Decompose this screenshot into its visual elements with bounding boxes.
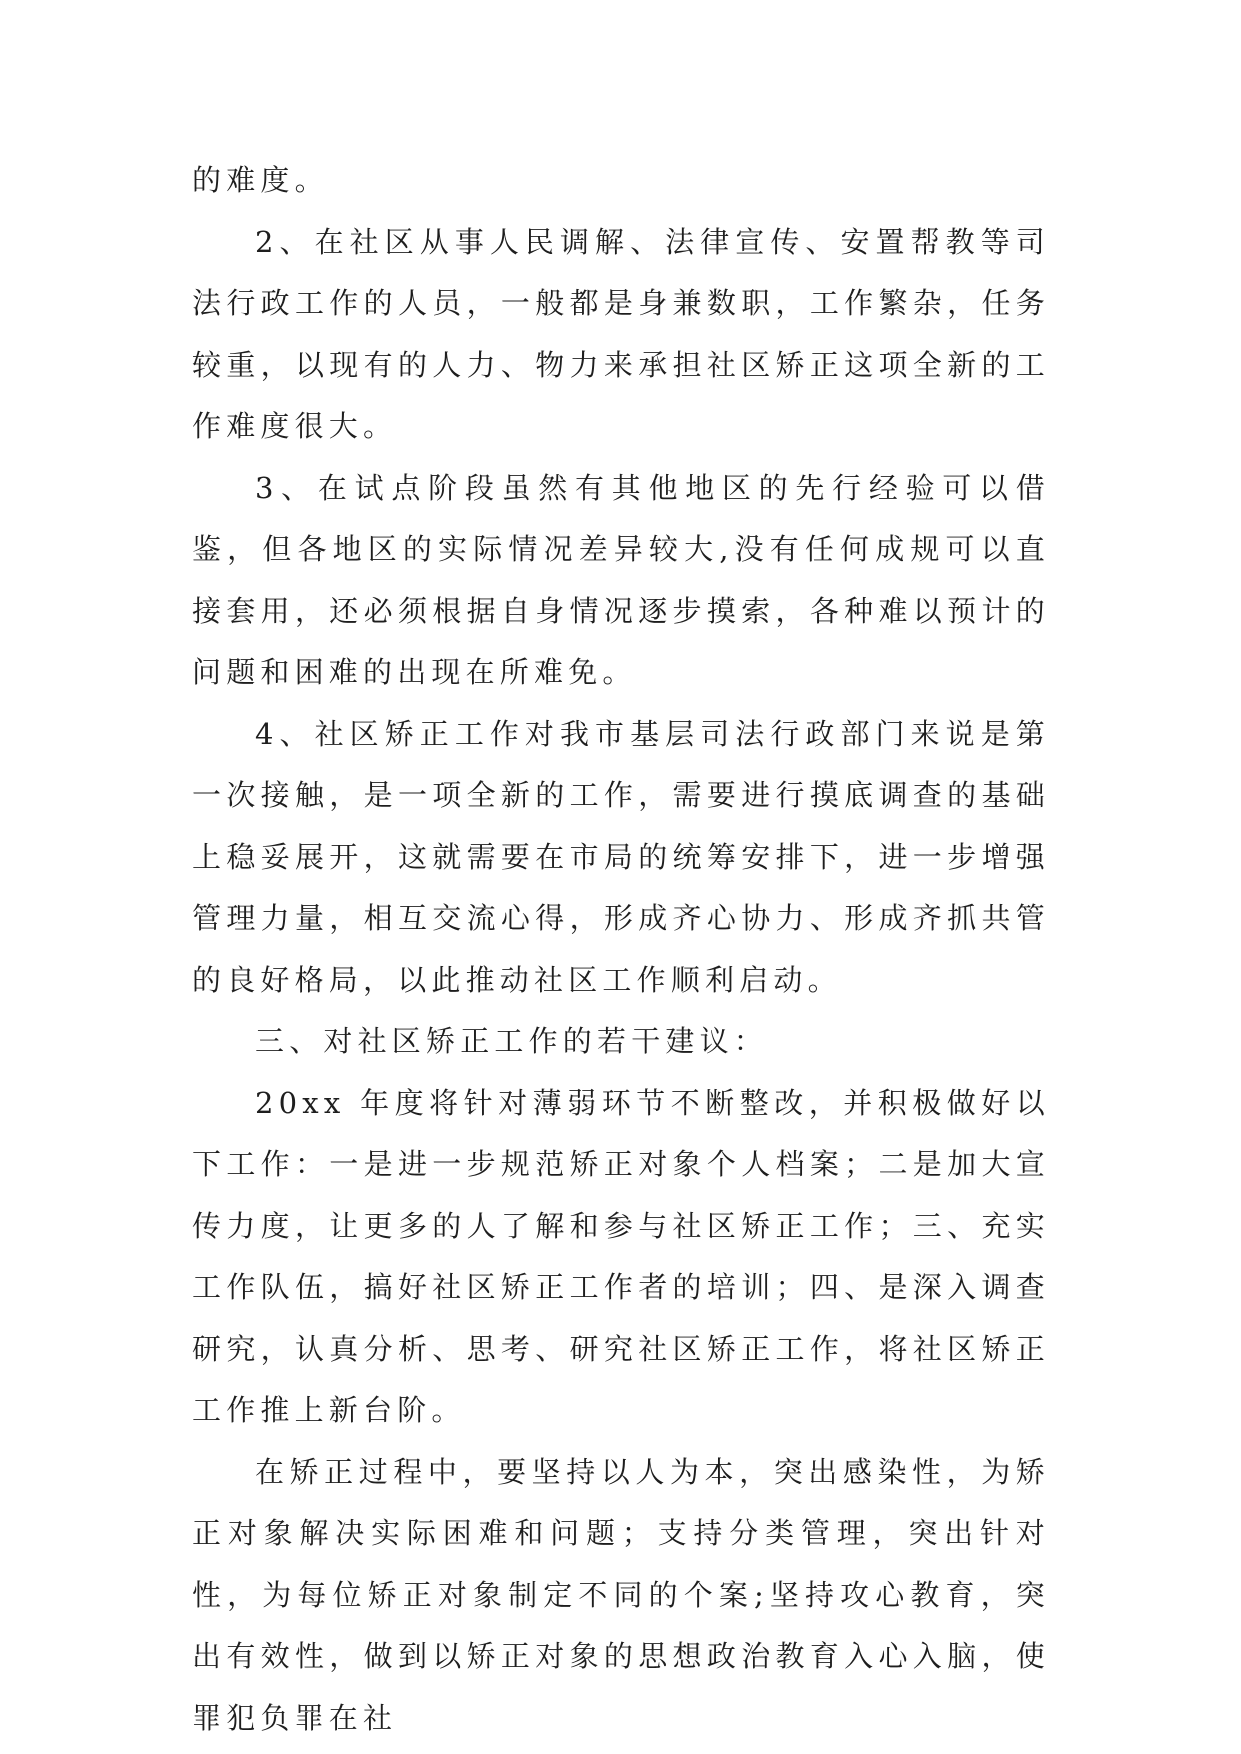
paragraph-item-3: 3、在试点阶段虽然有其他地区的先行经验可以借鉴，但各地区的实际情况差异较大,没有任何成规可以直接套用，还必须根据自身情况逐步摸索，各种难以预计的问题和困难的出现在所难免。 (192, 470, 1050, 689)
section-heading-suggestions: 三、对社区矫正工作的若干建议： (255, 1024, 769, 1058)
document-body (192, 150, 1050, 1749)
paragraph-annual-plan: 20xx 年度将针对薄弱环节不断整改，并积极做好以下工作：一是进一步规范矫正对象个人档案；二是加大宣传力度，让更多的人了解和参与社区矫正工作；三、充实工作队伍，搞好社区矫正工作者的培训；四、是深入调查研究，认真分析、思考、研究社区矫正工作，将社区矫正工作推上新台阶。 (192, 1085, 1050, 1427)
paragraph-continuation: 的难度。 (192, 163, 329, 197)
paragraph-correction-process: 在矫正过程中，要坚持以人为本，突出感染性，为矫正对象解决实际困难和问题；支持分类管理，突出针对性，为每位矫正对象制定不同的个案;坚持攻心教育，突出有效性，做到以矫正对象的思想政治教育入心入脑，使罪犯负罪在社 (192, 1454, 1050, 1735)
paragraph-item-2: 2、在社区从事人民调解、法律宣传、安置帮教等司法行政工作的人员，一般都是身兼数职，工作繁杂，任务较重，以现有的人力、物力来承担社区矫正这项全新的工作难度很大。 (192, 224, 1050, 443)
paragraph-item-4: 4、社区矫正工作对我市基层司法行政部门来说是第一次接触，是一项全新的工作，需要进行摸底调查的基础上稳妥展开，这就需要在市局的统筹安排下，进一步增强管理力量，相互交流心得，形成齐心协力、形成齐抓共管的良好格局，以此推动社区工作顺利启动。 (192, 716, 1050, 997)
